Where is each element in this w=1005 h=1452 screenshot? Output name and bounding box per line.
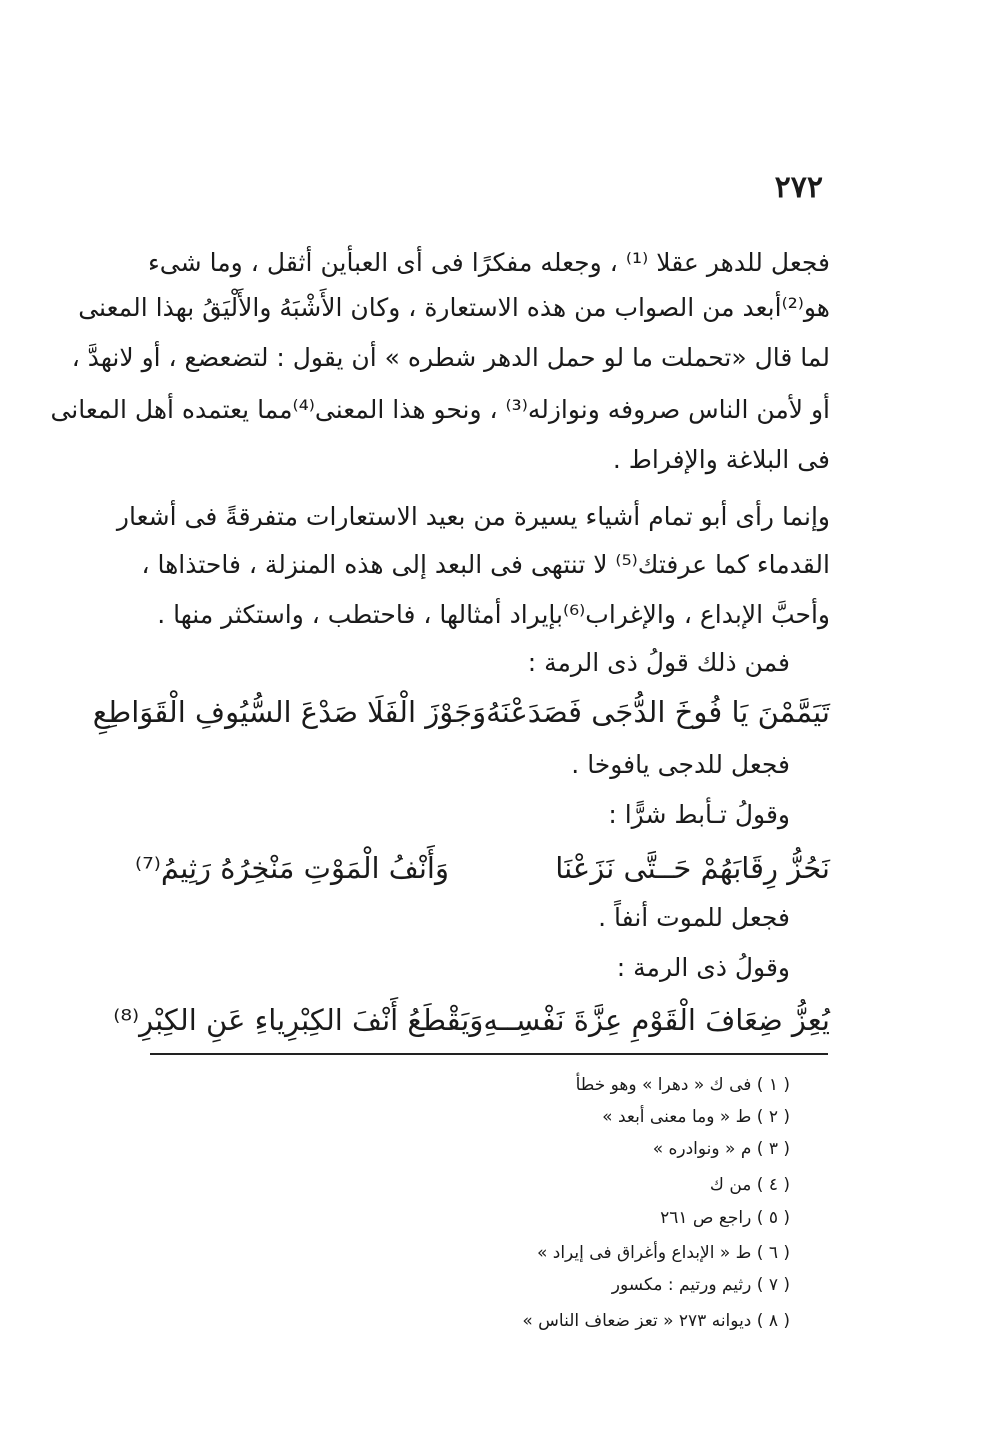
verse-2-intro: وقولُ تـأبط شرًّا : xyxy=(608,800,790,829)
paragraph-2-line-3: وأحبَّ الإبداع ، والإغراب⁽⁶⁾بإيراد أمثالها ، فاحتطب ، واستكثر منها . xyxy=(157,600,830,629)
paragraph-1-line-2: هو⁽²⁾أبعد من الصواب من هذه الاستعارة ، وكان الأَشْبَهُ والأَلْيَقُ بهذا المعنى xyxy=(78,293,830,322)
verse-3-first-hemistich: يُعِزُّ ضِعَافَ الْقَوْمِ عِزَّةَ نَفْسِــهِ xyxy=(483,1003,830,1037)
footnote-1: ( ١ ) فى ك « دهرا » وهو خطأ xyxy=(575,1075,790,1095)
verse-1 xyxy=(92,688,830,736)
page-number: ٢٧٢ xyxy=(774,170,823,205)
paragraph-1-line-4: أو لأمن الناس صروفه ونوازله⁽³⁾ ، ونحو هذا المعنى⁽⁴⁾مما يعتمده أهل المعانى xyxy=(50,395,830,424)
verse-2 xyxy=(135,844,830,892)
paragraph-1-line-1: فجعل للدهر عقلا ⁽¹⁾ ، وجعله مفكرًا فى أى العبأين أثقل ، وما شىء xyxy=(148,248,830,277)
footnote-7: ( ٧ ) رثيم ورتيم : مكسور xyxy=(611,1275,790,1295)
verse-1-second-hemistich: وَجَوْزَ الْفَلَا صَدْعَ السُّيُوفِ الْقَوَاطِعِ xyxy=(92,695,487,729)
verse-3-second-hemistich: وَيَقْطَعُ أَنْفَ الكِبْرِياءِ عَنِ الكِبْرِ⁽⁸⁾ xyxy=(113,1003,484,1037)
footnote-2: ( ٢ ) ط « وما معنى أبعد » xyxy=(602,1107,790,1127)
paragraph-2-line-2: القدماء كما عرفتك⁽⁵⁾ لا تنتهى فى البعد إلى هذه المنزلة ، فاحتذاها ، xyxy=(141,550,830,579)
verse-2-first-hemistich: نَحُزُّ رِقَابَهُمْ حَــتَّى نَزَعْنَا xyxy=(555,851,830,885)
paragraph-2-line-1: وإنما رأى أبو تمام أشياء يسيرة من بعيد الاستعارات متفرقةً فى أشعار xyxy=(116,502,830,531)
footnote-3: ( ٣ ) م « ونوادره » xyxy=(652,1139,790,1159)
paragraph-1-line-5: فى البلاغة والإفراط . xyxy=(612,445,830,474)
verse-1-comment: فجعل للدجى يافوخا . xyxy=(571,750,790,779)
verse-2-second-hemistich: وَأَنْفُ الْمَوْتِ مَنْخِرُهُ رَثِيمُ⁽⁷⁾ xyxy=(135,851,449,885)
footnote-divider xyxy=(150,1053,828,1055)
verse-1-intro: فمن ذلك قولُ ذى الرمة : xyxy=(527,648,790,677)
footnote-5: ( ٥ ) راجع ص ٢٦١ xyxy=(660,1208,790,1228)
footnote-8: ( ٨ ) ديوانه ٢٧٣ « تعز ضعاف الناس » xyxy=(522,1311,790,1331)
verse-3 xyxy=(113,996,830,1044)
footnote-4: ( ٤ ) من ك xyxy=(709,1175,790,1195)
verse-2-comment: فجعل للموت أنفاً . xyxy=(598,903,790,932)
footnote-6: ( ٦ ) ط « الإبداع وأغراق فى إيراد » xyxy=(536,1243,790,1263)
verse-1-first-hemistich: تَيَمَّمْنَ يَا فُوخَ الدُّجَى فَصَدَعْنَهُ xyxy=(486,695,830,729)
verse-3-intro: وقولُ ذى الرمة : xyxy=(616,953,790,982)
paragraph-1-line-3: لما قال «تحملت ما لو حمل الدهر شطره » أن يقول : لتضعضع ، أو لانهدَّ ، xyxy=(71,343,830,372)
